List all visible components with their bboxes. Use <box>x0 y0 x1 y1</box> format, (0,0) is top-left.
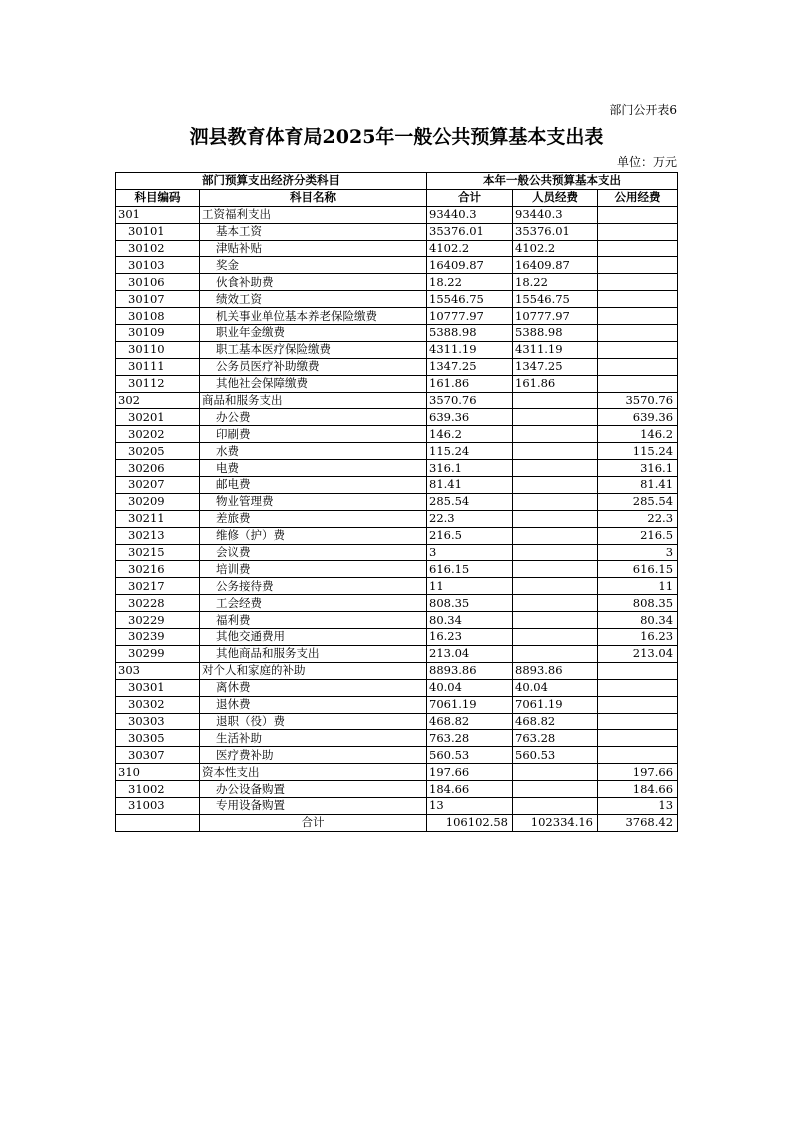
table-row <box>116 662 678 679</box>
row-public <box>598 679 678 696</box>
row-total: 4311.19 <box>427 341 513 358</box>
row-total: 22.3 <box>427 510 513 527</box>
row-total: 197.66 <box>427 764 513 781</box>
table-row <box>116 477 678 494</box>
row-total: 8893.86 <box>427 662 513 679</box>
row-name: 退休费 <box>200 696 427 713</box>
row-code: 30213 <box>116 527 200 544</box>
row-personnel: 161.86 <box>513 375 598 392</box>
total-public: 3768.42 <box>598 814 678 831</box>
row-code: 30302 <box>116 696 200 713</box>
row-name: 退职（役）费 <box>200 713 427 730</box>
row-name: 维修（护）费 <box>200 527 427 544</box>
table-row <box>116 781 678 798</box>
row-name: 职业年金缴费 <box>200 325 427 342</box>
row-name: 福利费 <box>200 612 427 629</box>
row-public: 197.66 <box>598 764 678 781</box>
row-name: 公务员医疗补助缴费 <box>200 358 427 375</box>
row-public: 22.3 <box>598 510 678 527</box>
row-total: 93440.3 <box>427 206 513 223</box>
row-public: 316.1 <box>598 460 678 477</box>
row-code: 30110 <box>116 341 200 358</box>
table-row <box>116 257 678 274</box>
row-total: 316.1 <box>427 460 513 477</box>
row-code: 30305 <box>116 730 200 747</box>
row-public: 639.36 <box>598 409 678 426</box>
row-code: 30112 <box>116 375 200 392</box>
row-name: 办公费 <box>200 409 427 426</box>
table-row <box>116 274 678 291</box>
table-row <box>116 240 678 257</box>
header-row-group <box>116 173 678 190</box>
row-personnel <box>513 595 598 612</box>
row-code: 30209 <box>116 493 200 510</box>
row-name: 公务接待费 <box>200 578 427 595</box>
row-public <box>598 325 678 342</box>
table-row <box>116 747 678 764</box>
row-name: 会议费 <box>200 544 427 561</box>
row-code: 310 <box>116 764 200 781</box>
row-personnel <box>513 477 598 494</box>
row-public: 80.34 <box>598 612 678 629</box>
row-public <box>598 308 678 325</box>
row-personnel <box>513 510 598 527</box>
table-row <box>116 561 678 578</box>
table-row <box>116 392 678 409</box>
row-personnel <box>513 527 598 544</box>
table-row <box>116 629 678 646</box>
row-code: 301 <box>116 206 200 223</box>
row-code: 303 <box>116 662 200 679</box>
row-code: 30215 <box>116 544 200 561</box>
row-name: 奖金 <box>200 257 427 274</box>
row-personnel <box>513 645 598 662</box>
row-total: 15546.75 <box>427 291 513 308</box>
row-name: 专用设备购置 <box>200 797 427 814</box>
table-row <box>116 595 678 612</box>
table-row <box>116 493 678 510</box>
row-name: 生活补助 <box>200 730 427 747</box>
row-total: 146.2 <box>427 426 513 443</box>
row-total: 560.53 <box>427 747 513 764</box>
row-personnel <box>513 629 598 646</box>
row-public <box>598 341 678 358</box>
row-personnel: 763.28 <box>513 730 598 747</box>
row-public: 115.24 <box>598 443 678 460</box>
table-row <box>116 578 678 595</box>
row-name: 印刷费 <box>200 426 427 443</box>
row-public: 184.66 <box>598 781 678 798</box>
row-public: 3570.76 <box>598 392 678 409</box>
row-code: 30205 <box>116 443 200 460</box>
row-total: 7061.19 <box>427 696 513 713</box>
table-row <box>116 291 678 308</box>
row-code: 30216 <box>116 561 200 578</box>
row-personnel <box>513 392 598 409</box>
budget-table <box>115 172 678 832</box>
header-row-columns <box>116 189 678 206</box>
row-personnel: 7061.19 <box>513 696 598 713</box>
table-row <box>116 375 678 392</box>
table-row <box>116 206 678 223</box>
row-total: 35376.01 <box>427 223 513 240</box>
row-public: 285.54 <box>598 493 678 510</box>
row-total: 3 <box>427 544 513 561</box>
row-total: 616.15 <box>427 561 513 578</box>
row-code: 30109 <box>116 325 200 342</box>
row-name: 离休费 <box>200 679 427 696</box>
row-code: 30103 <box>116 257 200 274</box>
row-name: 工资福利支出 <box>200 206 427 223</box>
row-personnel: 16409.87 <box>513 257 598 274</box>
row-name: 办公设备购置 <box>200 781 427 798</box>
table-row <box>116 713 678 730</box>
row-personnel <box>513 797 598 814</box>
row-public <box>598 662 678 679</box>
row-total: 1347.25 <box>427 358 513 375</box>
row-personnel: 8893.86 <box>513 662 598 679</box>
row-personnel <box>513 561 598 578</box>
row-code: 30301 <box>116 679 200 696</box>
row-public <box>598 240 678 257</box>
row-name: 邮电费 <box>200 477 427 494</box>
unit-label: 单位：万元 <box>616 155 677 169</box>
row-code: 30206 <box>116 460 200 477</box>
row-name: 电费 <box>200 460 427 477</box>
table-row <box>116 341 678 358</box>
row-total: 5388.98 <box>427 325 513 342</box>
row-name: 职工基本医疗保险缴费 <box>200 341 427 358</box>
page-title: 泗县教育体育局2025年一般公共预算基本支出表 <box>189 126 604 148</box>
row-personnel <box>513 460 598 477</box>
row-code: 30303 <box>116 713 200 730</box>
table-row <box>116 679 678 696</box>
row-public: 146.2 <box>598 426 678 443</box>
row-total: 216.5 <box>427 527 513 544</box>
row-code: 30106 <box>116 274 200 291</box>
table-row <box>116 764 678 781</box>
row-public: 3 <box>598 544 678 561</box>
table-row <box>116 223 678 240</box>
row-name: 伙食补助费 <box>200 274 427 291</box>
header-personnel: 人员经费 <box>513 189 598 206</box>
row-public <box>598 223 678 240</box>
row-personnel: 560.53 <box>513 747 598 764</box>
row-public: 216.5 <box>598 527 678 544</box>
row-name: 医疗费补助 <box>200 747 427 764</box>
row-total: 81.41 <box>427 477 513 494</box>
row-personnel: 18.22 <box>513 274 598 291</box>
row-name: 差旅费 <box>200 510 427 527</box>
row-code: 30202 <box>116 426 200 443</box>
table-row <box>116 730 678 747</box>
row-name: 其他社会保障缴费 <box>200 375 427 392</box>
row-total: 13 <box>427 797 513 814</box>
table-row <box>116 443 678 460</box>
row-total: 468.82 <box>427 713 513 730</box>
table-body <box>116 206 678 814</box>
row-code: 30307 <box>116 747 200 764</box>
row-total: 285.54 <box>427 493 513 510</box>
row-personnel <box>513 578 598 595</box>
document-label: 部门公开表6 <box>609 103 677 117</box>
row-code: 30217 <box>116 578 200 595</box>
row-total: 11 <box>427 578 513 595</box>
row-total: 639.36 <box>427 409 513 426</box>
row-total: 808.35 <box>427 595 513 612</box>
row-personnel: 468.82 <box>513 713 598 730</box>
row-name: 基本工资 <box>200 223 427 240</box>
row-public <box>598 257 678 274</box>
row-public <box>598 696 678 713</box>
row-code: 31002 <box>116 781 200 798</box>
row-personnel: 4311.19 <box>513 341 598 358</box>
row-personnel <box>513 443 598 460</box>
header-economic-classification: 部门预算支出经济分类科目 <box>116 173 427 190</box>
row-total: 80.34 <box>427 612 513 629</box>
row-personnel: 40.04 <box>513 679 598 696</box>
row-public: 213.04 <box>598 645 678 662</box>
row-public <box>598 291 678 308</box>
row-public: 13 <box>598 797 678 814</box>
row-code: 30111 <box>116 358 200 375</box>
table-row <box>116 544 678 561</box>
total-code-cell <box>116 814 200 831</box>
row-total: 16409.87 <box>427 257 513 274</box>
header-code: 科目编码 <box>116 189 200 206</box>
row-personnel: 35376.01 <box>513 223 598 240</box>
row-code: 30207 <box>116 477 200 494</box>
total-row <box>116 814 678 831</box>
row-name: 津贴补贴 <box>200 240 427 257</box>
row-personnel: 4102.2 <box>513 240 598 257</box>
row-public <box>598 375 678 392</box>
table-row <box>116 409 678 426</box>
row-code: 30211 <box>116 510 200 527</box>
row-code: 31003 <box>116 797 200 814</box>
row-total: 213.04 <box>427 645 513 662</box>
header-basic-expenditure: 本年一般公共预算基本支出 <box>427 173 678 190</box>
row-personnel: 5388.98 <box>513 325 598 342</box>
row-personnel: 15546.75 <box>513 291 598 308</box>
table-row <box>116 510 678 527</box>
row-code: 30201 <box>116 409 200 426</box>
row-code: 30107 <box>116 291 200 308</box>
table-row <box>116 358 678 375</box>
row-total: 115.24 <box>427 443 513 460</box>
row-total: 763.28 <box>427 730 513 747</box>
row-public: 81.41 <box>598 477 678 494</box>
row-personnel: 10777.97 <box>513 308 598 325</box>
row-total: 3570.76 <box>427 392 513 409</box>
row-code: 30229 <box>116 612 200 629</box>
row-name: 工会经费 <box>200 595 427 612</box>
table-row <box>116 645 678 662</box>
table-row <box>116 460 678 477</box>
row-public <box>598 730 678 747</box>
total-label: 合计 <box>200 814 427 831</box>
row-personnel <box>513 544 598 561</box>
row-code: 30102 <box>116 240 200 257</box>
row-personnel: 1347.25 <box>513 358 598 375</box>
table-row <box>116 308 678 325</box>
row-name: 商品和服务支出 <box>200 392 427 409</box>
table-row <box>116 527 678 544</box>
row-name: 机关事业单位基本养老保险缴费 <box>200 308 427 325</box>
row-total: 40.04 <box>427 679 513 696</box>
row-public <box>598 274 678 291</box>
row-personnel <box>513 764 598 781</box>
row-code: 30239 <box>116 629 200 646</box>
row-name: 其他商品和服务支出 <box>200 645 427 662</box>
row-public: 16.23 <box>598 629 678 646</box>
table-row <box>116 325 678 342</box>
row-public <box>598 713 678 730</box>
row-name: 其他交通费用 <box>200 629 427 646</box>
row-code: 30299 <box>116 645 200 662</box>
row-public: 616.15 <box>598 561 678 578</box>
row-total: 10777.97 <box>427 308 513 325</box>
row-public <box>598 206 678 223</box>
row-total: 4102.2 <box>427 240 513 257</box>
row-personnel <box>513 409 598 426</box>
header-name: 科目名称 <box>200 189 427 206</box>
row-code: 30101 <box>116 223 200 240</box>
row-name: 对个人和家庭的补助 <box>200 662 427 679</box>
row-total: 18.22 <box>427 274 513 291</box>
row-total: 16.23 <box>427 629 513 646</box>
row-public: 808.35 <box>598 595 678 612</box>
row-personnel <box>513 781 598 798</box>
row-total: 161.86 <box>427 375 513 392</box>
table-row <box>116 797 678 814</box>
header-public: 公用经费 <box>598 189 678 206</box>
header-total: 合计 <box>427 189 513 206</box>
row-personnel <box>513 493 598 510</box>
row-personnel: 93440.3 <box>513 206 598 223</box>
table-row <box>116 612 678 629</box>
row-name: 物业管理费 <box>200 493 427 510</box>
table-row <box>116 696 678 713</box>
row-public: 11 <box>598 578 678 595</box>
total-personnel: 102334.16 <box>513 814 598 831</box>
row-name: 资本性支出 <box>200 764 427 781</box>
row-name: 培训费 <box>200 561 427 578</box>
row-personnel <box>513 612 598 629</box>
row-public <box>598 358 678 375</box>
row-public <box>598 747 678 764</box>
table-row <box>116 426 678 443</box>
row-code: 30228 <box>116 595 200 612</box>
row-name: 水费 <box>200 443 427 460</box>
row-name: 绩效工资 <box>200 291 427 308</box>
row-code: 30108 <box>116 308 200 325</box>
row-code: 302 <box>116 392 200 409</box>
row-total: 184.66 <box>427 781 513 798</box>
row-personnel <box>513 426 598 443</box>
total-amount: 106102.58 <box>427 814 513 831</box>
